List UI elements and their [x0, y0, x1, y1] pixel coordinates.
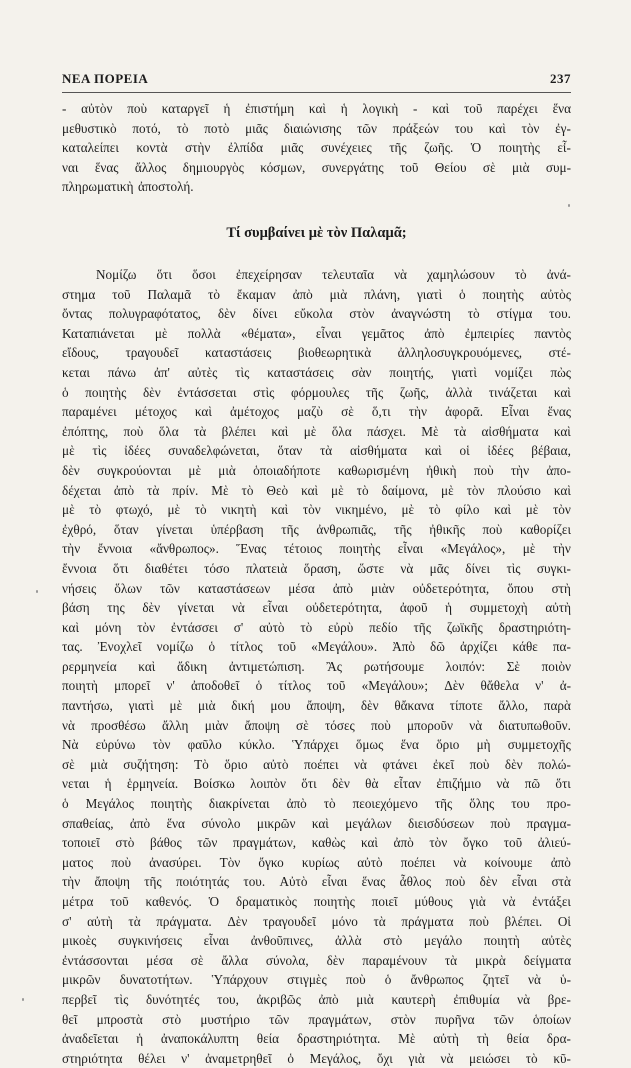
text-line: περβεῖ τὶς δυνότητές του, ἀκριβῶς ἀπὸ μιὰ καυτερὴ ἐπιθυμία νὰ βρε- [62, 991, 571, 1007]
text-line: δέχεται ἀπὸ τὰ πρίν. Μὲ τὸ Θεὸ καὶ μὲ τὸ δαίμονα, μὲ τὸν πλούσιο καὶ [62, 482, 571, 498]
text-line: παραμένει μέτοχος καὶ ἀμέτοχος μαζὺ σὲ ὅ,τι τὴν ἀφορᾶ. Εἶναι ἕνας [62, 404, 571, 420]
text-line: ρερμηνεία καὶ ἄδικη ἀντιμετώπιση. Ἂς ρωτήσουμε λοιπόν: Σὲ ποιὸν [62, 658, 571, 674]
text-line: καὶ μόνη τὸν ἐντάσσει σ' αὐτὸ τὸ εὐρὺ πεδίο τῆς ζωϊκῆς δραστηριότη- [62, 619, 571, 635]
section-title: Τί συμβαίνει μὲ τὸν Παλαμᾶ; [226, 225, 407, 241]
text-line: ποιητὴ μπορεῖ ν' ἀποδοθεῖ ὁ τίτλος τοῦ «Μεγάλου»; Δὲν θἄθελα ν' ἀ- [62, 678, 571, 694]
text-line: μικοὲς συγκινήσεις εἶναι ἀνθοῦπινες, ἀλλὰ στὸ μεγάλο ποιητὴ αὐτὲς [62, 933, 571, 949]
body-paragraph [62, 265, 571, 1068]
text-line: παντήσω, γιατὶ μὲ μιὰ δική μου ἄποψη, δὲν θἄκανα τίποτε ἄλλο, παρὰ [62, 698, 571, 714]
running-head [62, 71, 571, 87]
text-line: ματος ποὺ ἀνασύρει. Τὸν ὄγκο κυρίως αὐτὸ ποέπει νὰ κοίνουμε ἀπὸ [62, 854, 571, 870]
text-line: δὲν συγκρούονται μὲ μιὰ ὁποιαδήποτε καθωρισμένη ἠθικὴ ποὺ τὴν ἀπο- [62, 462, 571, 478]
text-line: Νὰ εὐρύνω τὸν φαῦλο κύκλο. Ὑπάρχει ὅμως ἕνα ὅριο μὴ συμμετοχῆς [62, 737, 571, 753]
text-line: θεῖ μπροστὰ στὸ μυστήριο τῶν πραγμάτων, στὸν πυρῆνα τῶν ὁποίων [62, 1011, 571, 1027]
text-line: σ' αὐτὴ τὰ πράγματα. Δὲν τραγουδεῖ μόνο τὰ πράγματα ποὺ βλέπει. Οἱ [62, 913, 571, 929]
text-line: μικρῶν δυνατοτήτων. Ὑπάρχουν στιγμὲς ποὺ ὁ ἄνθρωπος ζητεῖ νὰ ὑ- [62, 972, 571, 988]
text-line: ἐντάσσονται μέσα σὲ ἄλλα σύνολα, δὲν παραμένουν τὰ μικρὰ δείγματα [62, 952, 571, 968]
text-line: σὲ μιὰ συζήτηση: Τὸ ὅριο αὐτὸ ποέπει νὰ φτάνει ἐκεῖ ποὺ δὲν πολώ- [62, 756, 571, 772]
text-line: ὁ ποιητὴς δὲν ἐντάσσεται στὶς φόρμουλες τῆς ζωῆς, ἀλλὰ τινάζεται καὶ [62, 384, 571, 400]
text-line: μὲ τὸ φτωχό, μὲ τὸ νικητὴ καὶ τὸν νικημένο, μὲ τὸ φίλο καὶ μὲ τὸν [62, 502, 571, 518]
text-line: - αὐτὸν ποὺ καταργεῖ ἡ ἐπιστήμη καὶ ἡ λογικὴ - καὶ τοῦ παρέχει ἕνα [62, 101, 571, 116]
text-line: τας. Ἐνοχλεῖ νομίζω ὁ τίτλος τοῦ «Μεγάλου». Ἀπὸ δῶ ἀρχίζει κάθε πα- [62, 639, 571, 655]
text-line: ἀναδεῖεται ἡ ἀναποκάλυπτη θεία δραστηριότητα. Μὲ αὐτὴ τὴ θεία δρα- [62, 1031, 571, 1047]
header-rule [62, 92, 571, 93]
paper-speck [568, 204, 570, 207]
text-line: Καταπιάνεται μὲ πολλὰ «θέματα», εἶναι γεμᾶτος ἀπὸ ἐμπειρίες παντὸς [62, 325, 571, 341]
text-line: νήσεις ὅλων τῶν καταστάσεων μέσα ἀπὸ μιὰν οὐδετερότητα, ὅπου στὴ [62, 580, 571, 596]
text-line: ὁ Μεγάλος ποιητὴς διακρίνεται ἀπὸ τὸ πεοιεχόμενο τῆς ὅλης του προ- [62, 796, 571, 812]
text-line: ἐχθρό, ὅταν γίνεται ὑπέρβαση τῆς ἀνθρωπιᾶς, τῆς ἠθικῆς ποὺ καθορίζει [62, 521, 571, 537]
text-line: σπαθείας, ἀπὸ ἕνα σύνολο μικρῶν καὶ μεγάλων διεισδύσεων ποὺ πραγμα- [62, 815, 571, 831]
text-line: τοποιεῖ στὸ βάθος τῶν πραγμάτων, καθὼς καὶ ἀπὸ τὸν ὄγκο τοῦ ἀλιεύ- [62, 835, 571, 851]
text-line: ἔννοια ὅτι διαθέτει τόσο πλατειὰ ὅραση, ὥστε νὰ μᾶς δίνει τὶς συγκι- [62, 560, 571, 576]
text-line: καταλείπει κοντὰ στὴν ἐλπίδα μιᾶς συνέχειες τῆς ζωῆς. Ὁ ποιητὴς εἶ- [62, 140, 571, 156]
text-line: Νομίζω ὅτι ὅσοι ἐπεχείρησαν τελευταῖα νὰ χαμηλώσουν τὸ ἀνά- [96, 267, 571, 282]
text-line: στηριότητα θέλει ν' ἀναμετρηθεῖ ὁ Μεγάλος, ὄχι γιὰ νὰ μειώσει τὸ κῦ- [62, 1050, 571, 1066]
text-line: τὴν ἄποψη τῆς ποιότητάς του. Αὐτὸ εἶναι ἕνας ἆθλος ποὺ δὲν εἶναι στὰ [62, 874, 571, 890]
text-line: ἐπόπτης, ποὺ ὅλα τὰ βλέπει καὶ μὲ ὅλα πάσχει. Μὲ τὰ αἰσθήματα καὶ [62, 423, 571, 439]
text-line: μέτρα τοῦ καθενός. Ὁ δραματικὸς ποιητὴς ποιεῖ μύθους γιὰ νὰ ἐντάξει [62, 894, 571, 909]
text-line: μὲ τὶς ἰδέες συναδελφώνεται, ὅταν τὰ αἰσθήματα καὶ οἱ ἰδέες βέβαια, [62, 443, 571, 459]
paper-speck [36, 590, 38, 593]
text-line: ναι ἕνας ἄλλος δημιουργὸς κόσμων, συνεργάτης τοῦ Θείου σὲ μιὰ συμ- [62, 159, 571, 175]
paper-speck [22, 998, 24, 1001]
text-line: βάση της δὲν γίνεται νὰ εἶναι οὐδετερότητα, ἀφοῦ ἡ συμμετοχὴ αὐτὴ [62, 600, 571, 616]
text-line: νεται ἡ ἑρμηνεία. Βοίσκω λοιπὸν ὅτι δὲν θὰ εἶταν ἐπιζήμιο νὰ πῶ ὅτι [62, 776, 571, 792]
text-line: κεται πάνω ἀπ' αὐτὲς τὶς καταστάσεις σὰν ποιητής, γιατὶ νομίζει πὼς [62, 364, 571, 380]
text-line: πληρωματικὴ ἀποστολή. [62, 179, 194, 195]
journal-title: ΝΕΑ ΠΟΡΕΙΑ [62, 71, 149, 86]
text-line: μεθυστικὸ ποτό, τὸ ποτὸ μιᾶς διαιώνισης τῶν πράξεών του καὶ τὸν ἐγ- [62, 120, 571, 136]
text-line: εἴδους, τραγουδεῖ καταστάσεις βιοθεωρητικὰ ἀλληλοσυγκρουόμενες, στέ- [62, 345, 571, 361]
page-number: 237 [550, 71, 571, 86]
text-line: στημα τοῦ Παλαμᾶ τὸ ἔκαμαν ἀπὸ μιὰ πλάνη, γιατὶ ὁ ποιητὴς αὐτὸς [62, 286, 571, 302]
text-line: τὴν ἔννοια «ἄνθρωπος». Ἕνας τέτοιος ποιητὴς εἶναι «Μεγάλος», μὲ τὴν [62, 541, 571, 557]
text-line: νὰ προσθέσω ἄλλη μιὰν ἄποψη σὲ τόσες ποὺ μποροῦν νὰ διατυπωθοῦν. [62, 717, 571, 733]
intro-paragraph [62, 99, 571, 197]
text-line: ὄντας πολυγραφότατος, δὲν δίνει εὔκολα στὸν ἀναγνώστη τὸ στίγμα του. [62, 306, 571, 322]
